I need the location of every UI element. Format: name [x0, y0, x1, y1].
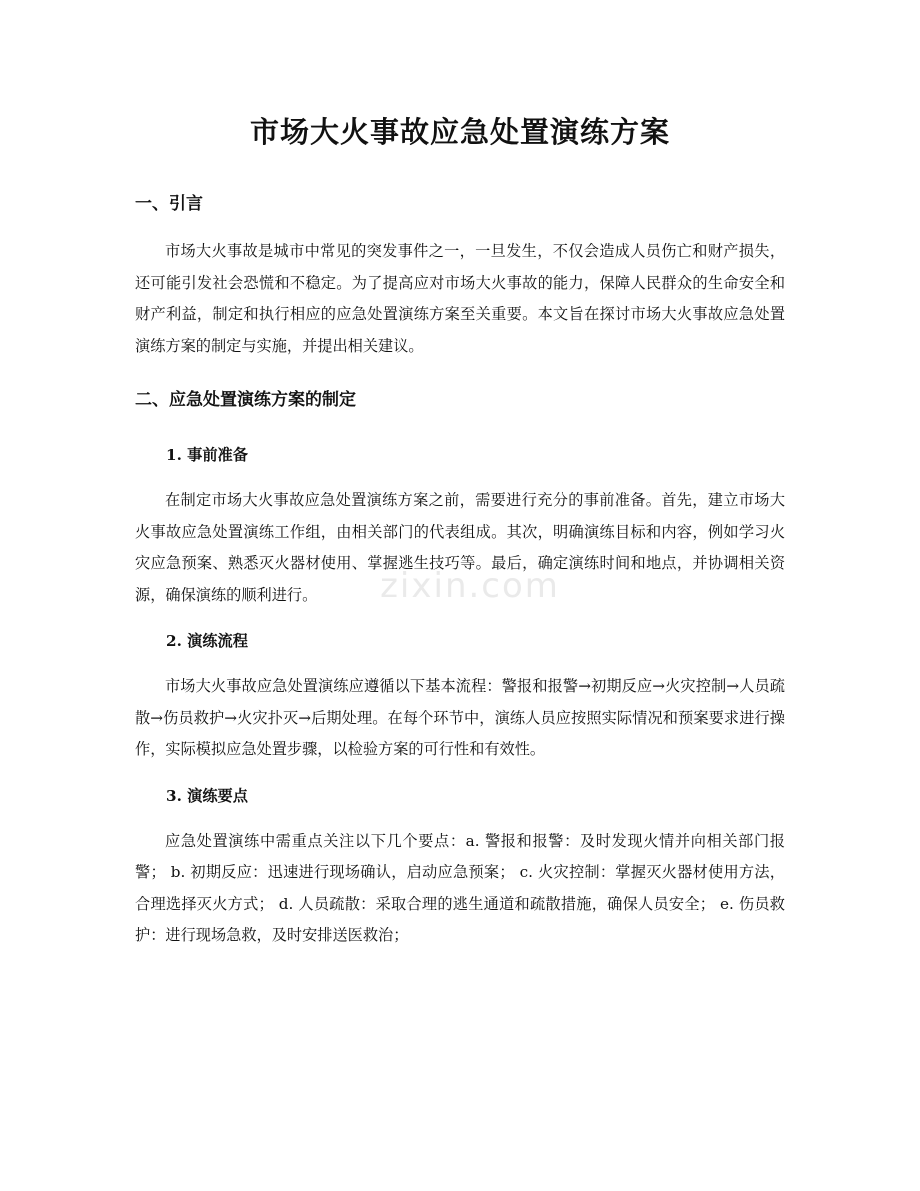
subsection-heading-key-points: 3. 演练要点 — [166, 786, 248, 805]
introduction-paragraph: 市场大火事故是城市中常见的突发事件之一，一旦发生，不仅会造成人员伤亡和财产损失，还可能引发社会恐慌和不稳定。为了提高应对市场大火事故的能力，保障人民群众的生命安全和财产利益，制定和执行相应的应急处置演练方案至关重要。本文旨在探讨市场大火事故应急处置演练方案的制定与实施，并提出相关建议。 — [135, 242, 785, 355]
section-heading-introduction: 一、引言 — [135, 194, 203, 214]
key-points-paragraph: 应急处置演练中需重点关注以下几个要点：a. 警报和报警：及时发现火情并向相关部门报警； b. 初期反应：迅速进行现场确认，启动应急预案； c. 火灾控制：掌握灭火器材使用方法，合理选择灭火方式； d. 人员疏散：采取合理的逃生通道和疏散措施，确保人员安全； e. 伤员救护：进行现场急救，及时安排送医救治； — [135, 831, 785, 944]
section-heading-plan-development: 二、应急处置演练方案的制定 — [135, 390, 356, 410]
title-block — [135, 110, 785, 154]
subsection-heading-preparation: 1. 事前准备 — [166, 446, 248, 464]
document-content — [135, 110, 785, 952]
preparation-paragraph: 在制定市场大火事故应急处置演练方案之前，需要进行充分的事前准备。首先，建立市场大火事故应急处置演练工作组，由相关部门的代表组成。其次，明确演练目标和内容，例如学习火灾应急预案、熟悉灭火器材使用、掌握逃生技巧等。最后，确定演练时间和地点，并协调相关资源，确保演练的顺利进行。 — [135, 491, 785, 604]
drill-process-paragraph: 市场大火事故应急处置演练应遵循以下基本流程：警报和报警→初期反应→火灾控制→人员疏散→伤员救护→火灾扑灭→后期处理。在每个环节中，演练人员应按照实际情况和预案要求进行操作，实际模拟应急处置步骤，以检验方案的可行性和有效性。 — [135, 677, 785, 758]
subsection-heading-drill-process: 2. 演练流程 — [166, 632, 248, 650]
watermark: zixin.com — [380, 566, 560, 606]
document-title: 市场大火事故应急处置演练方案 — [249, 115, 670, 149]
